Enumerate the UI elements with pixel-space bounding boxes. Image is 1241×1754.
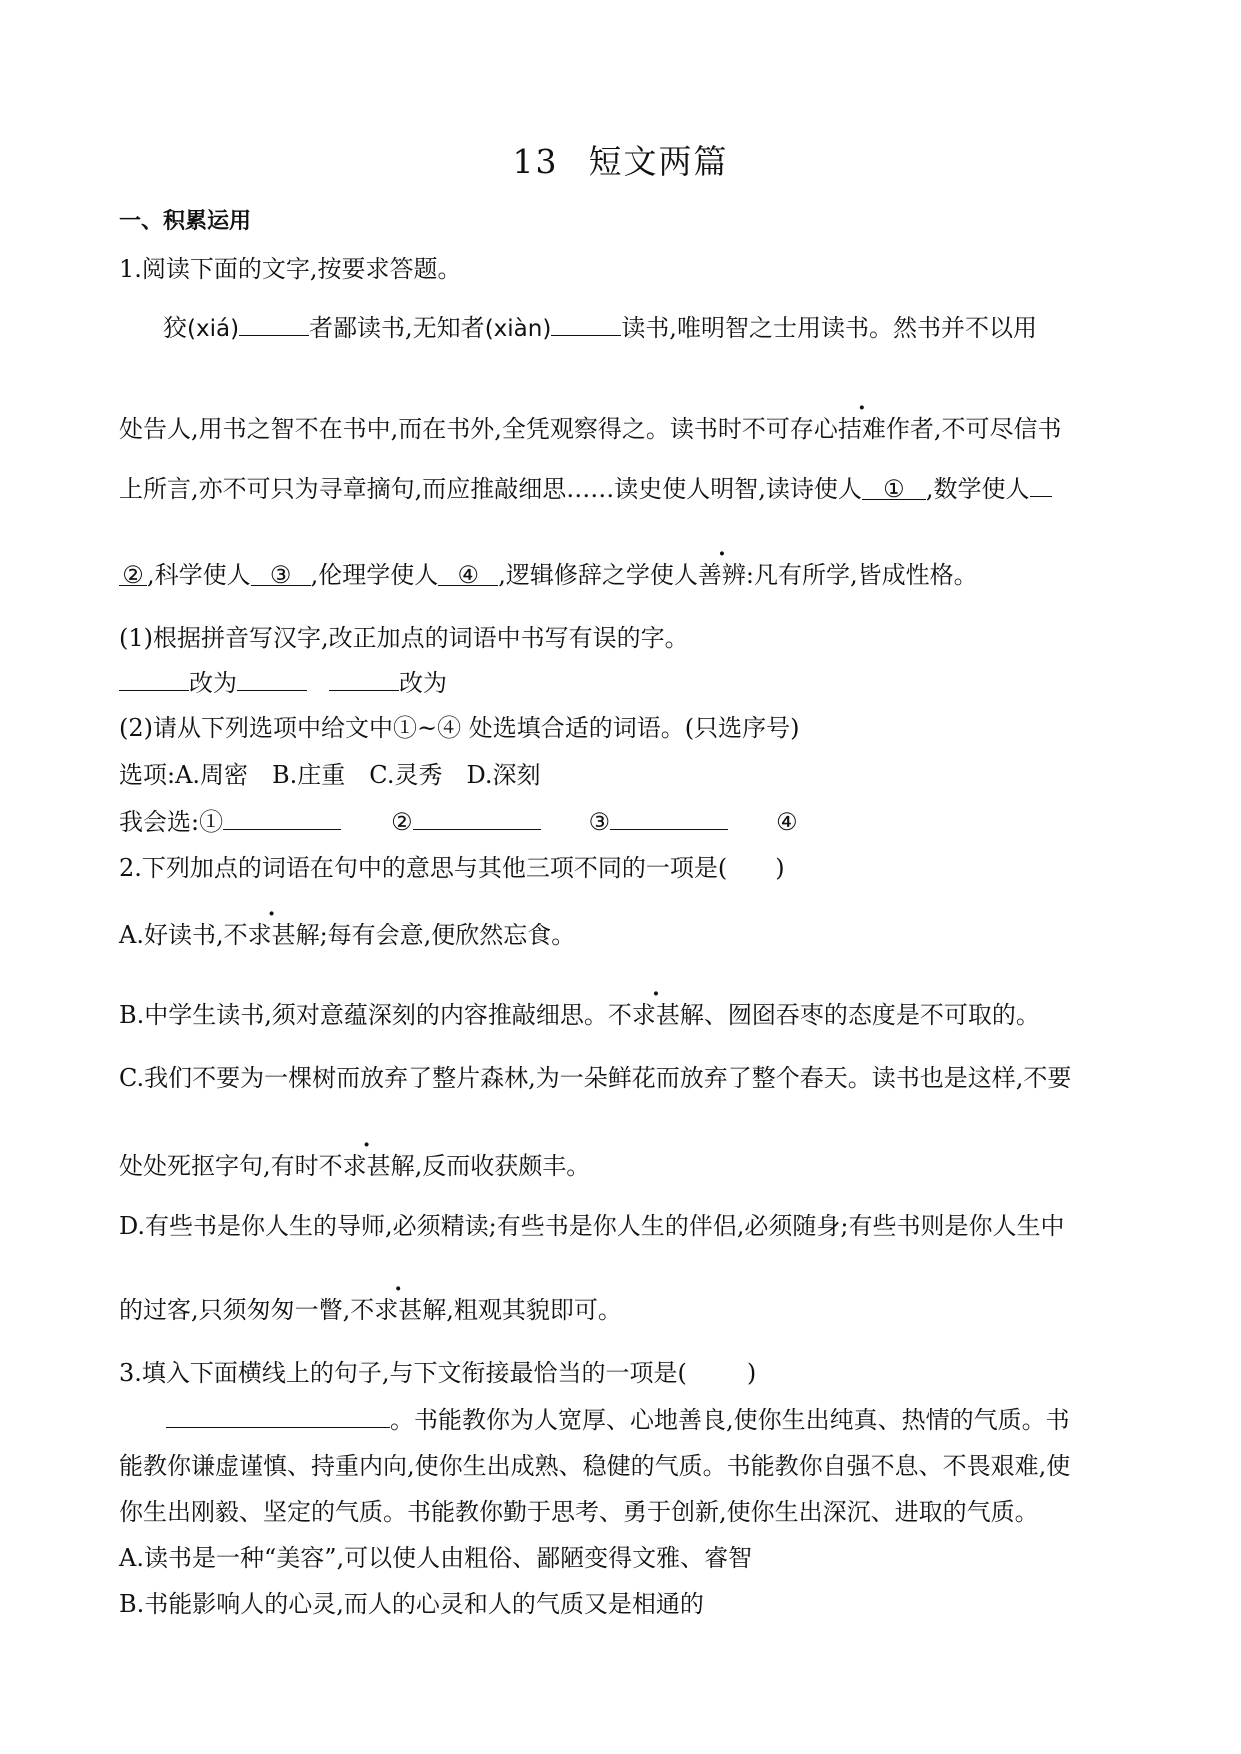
q3-passage-line1: 。书能教你为人宽厚、心地善良,使你生出纯真、热情的气质。书 [166, 1405, 1070, 1435]
dotted-word-jienan: 拮难 [837, 415, 886, 443]
q2-option-b: B.中学生读书,须对意蕴深刻的内容推敲细思。不求甚解、囫囵吞枣的态度是不可取的。 [119, 1001, 1040, 1029]
q1-passage-line2: 处告人,用书之智不在书中,而在书外,全凭观察得之。读书时不可存心拮难作者,不可尽信书 [119, 415, 1062, 443]
dotted-word-bqsj-d: 不求甚解 [350, 1296, 447, 1324]
dotted-word-bqsj-a: 不求甚解 [223, 921, 320, 949]
choice-blank-2[interactable] [413, 807, 541, 830]
answer-blank-c[interactable] [329, 668, 399, 691]
blank-4[interactable]: ④ [438, 563, 498, 586]
answer-blank-a[interactable] [119, 668, 189, 691]
q1-choose-row: 我会选:① ② ③ ④ [119, 808, 798, 836]
answer-blank-b[interactable] [237, 668, 307, 691]
lesson-number: 13 [512, 142, 559, 181]
choice-blank-3[interactable] [610, 807, 728, 830]
q3-stem: 3.填入下面横线上的句子,与下文衔接最恰当的一项是( ) [119, 1359, 757, 1387]
dotted-word-bqsj-c: 不求甚解 [318, 1152, 415, 1180]
dotted-word-bqsj-b: 不求甚解 [607, 1001, 704, 1029]
q3-option-b: B.书能影响人的心灵,而人的心灵和人的气质又是相通的 [119, 1590, 704, 1618]
q3-option-a: A.读书是一种“美容”,可以使人由粗俗、鄙陋变得文雅、睿智 [119, 1544, 753, 1572]
q1-sub1-answers: 改为 改为 [119, 668, 447, 698]
blank-xian[interactable] [551, 313, 621, 336]
q2-option-a: A.好读书,不求甚解;每有会意,便欣然忘食。 [119, 921, 576, 949]
choice-blank-1[interactable] [223, 807, 341, 830]
q2-option-c-line1: C.我们不要为一棵树而放弃了整片森林,为一朵鲜花而放弃了整个春天。读书也是这样,不要 [119, 1064, 1072, 1092]
q2-option-d-line2: 的过客,只须匆匆一瞥,不求甚解,粗观其貌即可。 [119, 1296, 622, 1324]
q2-option-d-line1: D.有些书是你人生的导师,必须精读;有些书是你人生的伴侣,必须随身;有些书则是你人生中 [119, 1212, 1065, 1240]
q1-sub1: (1)根据拼音写汉字,改正加点的词语中书写有误的字。 [119, 624, 689, 652]
q3-fill-blank[interactable] [166, 1405, 390, 1428]
q1-passage-line4: ② ,科学使人 ③ ,伦理学使人 ④ ,逻辑修辞之学使人善辨:凡有所学,皆成性格。 [119, 560, 978, 590]
section-heading: 一、积累运用 [119, 209, 252, 234]
q1-passage-line3: 上所言,亦不可只为寻章摘句,而应推敲细思……读史使人明智,读诗使人 ① ,数学使人 [119, 474, 1052, 504]
blank-3[interactable]: ③ [251, 563, 311, 586]
q2-stem: 2.下列加点的词语在句中的意思与其他三项不同的一项是( ) [119, 854, 785, 882]
page-title [0, 136, 1241, 183]
q1-passage-line1: 狡(xiá) 者鄙读书,无知者(xiàn) 读书,唯明智之士用读书。然书并不以用 [163, 314, 1037, 342]
pinyin-xia: (xiá) [187, 316, 240, 342]
q2-option-c-line2: 处处死抠字句,有时不求甚解,反而收获颇丰。 [119, 1152, 591, 1180]
q1-sub2: (2)请从下列选项中给文中①~④ 处选填合适的词语。(只选序号) [119, 714, 800, 742]
blank-2-start[interactable] [1030, 474, 1052, 497]
dotted-word-shanbian: 善辨 [697, 561, 746, 589]
pinyin-xian: (xiàn) [484, 316, 552, 342]
q3-passage-line3: 你生出刚毅、坚定的气质。书能教你勤于思考、勇于创新,使你生出深沉、进取的气质。 [119, 1498, 1039, 1526]
lesson-title: 短文两篇 [588, 142, 729, 181]
blank-1[interactable]: ① [862, 477, 926, 500]
blank-2[interactable]: ② [119, 563, 147, 586]
blank-xia[interactable] [239, 313, 309, 336]
q1-options: 选项:A.周密 B.庄重 C.灵秀 D.深刻 [119, 761, 541, 789]
q3-passage-line2: 能教你谦虚谨慎、持重内向,使你生出成熟、稳健的气质。书能教你自强不息、不畏艰难,使 [119, 1452, 1071, 1480]
q1-stem: 1.阅读下面的文字,按要求答题。 [119, 255, 462, 283]
